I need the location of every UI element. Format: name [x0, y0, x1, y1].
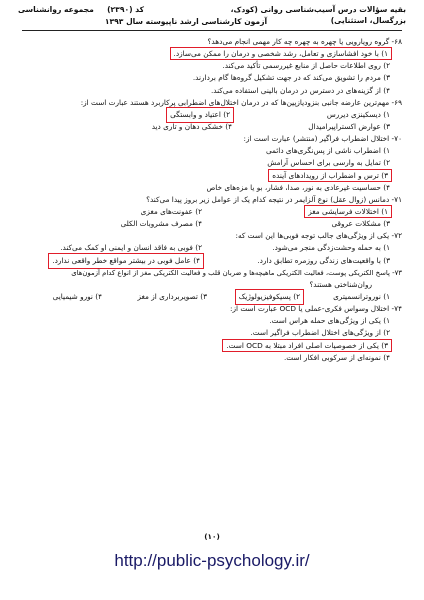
question-71: ۷۱- دمانس (زوال عقل) نوع آلزایمر در نتیجه کدام یک از عوامل زیر بروز پیدا می‌کند؟: [146, 194, 402, 204]
header-group-name: مجموعه روانشناسی: [18, 5, 94, 14]
option: ۳) با واقعیت‌های زندگی روزمره تطابق دارد.: [257, 255, 390, 265]
option-line: ۱) اضطراب ناشی از پس‌نگری‌های دائمی: [265, 146, 390, 156]
option-row: [22, 218, 402, 230]
header-code: کد (۲۳۹۰): [107, 5, 145, 14]
question-73-cont: روان‌شناختی هستند؟: [309, 279, 372, 289]
page-number: (۱۰): [204, 532, 220, 541]
highlighted-answer: ۳) ترس و اضطراب از رویدادهای آینده: [272, 170, 388, 180]
highlighted-answer: ۱) اختلالات فرسایشی مغز: [308, 206, 388, 216]
option-row: [22, 255, 402, 267]
option-row: [22, 242, 402, 254]
header-rule: [22, 30, 402, 31]
option-line: [22, 170, 402, 182]
question-69: ۶۹- مهم‌ترین عارضه جانبی بنزودیازپین‌ها که در درمان اختلال‌های اضطرابی پرکاربرد هستند عبارت است از:: [80, 97, 402, 107]
highlighted-answer: ۳) یکی از خصوصیات اصلی افراد مبتلا به OCD است.: [226, 340, 388, 350]
question-74: ۷۴- اختلال وسواس فکری-عملی یا OCD عبارت است از:: [230, 304, 402, 314]
watermark-url: http://public-psychology.ir/: [114, 551, 310, 570]
highlighted-answer: ۲) اعتیاد و وابستگی: [168, 109, 232, 121]
question-68: ۶۸- گروه رویارویی یا چهره به چهره چه کار مهمی انجام می‌دهد؟: [207, 37, 402, 46]
option-line: ۲) روی اطلاعات حاصل از منابع غیررسمی تأکید می‌کند.: [222, 61, 390, 71]
header-subtitle: آزمون کارشناسی ارشد ناپیوسته سال ۱۳۹۳: [104, 17, 268, 26]
question-72: ۷۲- یکی از ویژگی‌های جالب توجه فوبی‌ها این است که:: [235, 231, 402, 241]
option-row: [22, 109, 402, 121]
questions: [22, 36, 402, 364]
option: ۱) دیسکینزی دیررس: [326, 109, 390, 119]
highlighted-answer: ۴) عامل فوبی در بیشتر مواقع خطر واقعی ندارد.: [50, 255, 202, 267]
question-73: ۷۳- پاسخ الکتریکی پوست، فعالیت الکتریکی ماهیچه‌ها و ضربان قلب و فعالیت الکتریکی مغز از انواع کدام آزمون‌های: [71, 268, 402, 277]
option-line: ۴) از گزینه‌های در دسترس در درمان بالینی استفاده می‌کند.: [210, 85, 390, 95]
header-group: [18, 4, 168, 15]
option-row: [22, 206, 402, 218]
option-line: ۳) مردم را تشویق می‌کند که در جهت تشکیل گروه‌ها گام بردارند.: [192, 73, 390, 83]
option: ۳) عوارض اکستراپیرامیدال: [308, 121, 390, 131]
option: ۴) خشکی دهان و تاری دید: [151, 121, 232, 131]
option-line: [22, 340, 402, 352]
option: ۴) نورو شیمیایی: [52, 291, 102, 301]
option: ۴) مصرف مشروبات الکلی: [120, 219, 202, 229]
highlighted-answer: ۱) با خود افشاسازی و تعامل، رشد شخصی و درمان را ممکن می‌سازد.: [173, 49, 388, 59]
option-line: ۱) یکی از ویژگی‌های حمله هراس است.: [269, 316, 390, 326]
option-row: [22, 291, 402, 303]
option-line: ۲) تمایل به وارسی برای احساس آرامش: [267, 158, 390, 168]
highlighted-answer: ۲) پسیکوفیزیولوژیک: [237, 291, 302, 303]
option: ۲) فوبی به فاقد انسان و ایمنی او کمک می‌کند.: [60, 243, 202, 253]
header-title: بقیه سؤالات درس آسیب‌شناسی روانی (کودک، بزرگسال، استثنایی): [230, 5, 406, 25]
option: ۱) نوروترانسمیتری: [333, 291, 390, 301]
option-line: ۴) حساسیت غیرعادی به نور، صدا، فشار، بو یا مزه‌های خاص: [206, 182, 390, 192]
option-line: ۴) نمونه‌ای از سرکوبی افکار است.: [283, 352, 390, 362]
option-line: ۲) از ویژگی‌های اختلال اضطراب فراگیر است.: [250, 328, 390, 338]
option: ۳) تصویربرداری از مغز: [137, 291, 207, 301]
option: ۳) مشکلات عروقی: [331, 219, 390, 229]
question-70: ۷۰- اختلال اضطراب فراگیر (منتشر) عبارت است از:: [243, 134, 402, 144]
option: ۲) عفونت‌های مغزی: [140, 206, 202, 216]
option-line: [22, 48, 402, 60]
option: ۱) به حمله وحشت‌زدگی منجر می‌شود.: [272, 243, 390, 253]
option-row: [22, 121, 402, 133]
